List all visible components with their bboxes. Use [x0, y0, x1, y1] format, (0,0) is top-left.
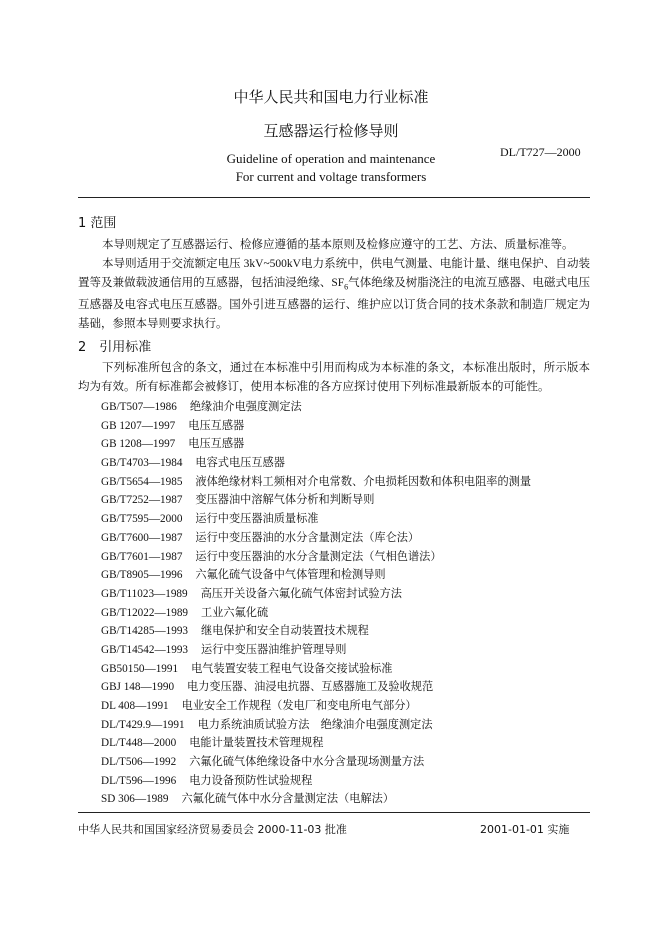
- reference-title: 六氟化硫气设备中气体管理和检测导则: [195, 569, 386, 582]
- reference-code: GB/T4703—1984: [101, 457, 183, 470]
- reference-item: [101, 678, 531, 697]
- reference-title: 运行中变压器油维护管理导则: [201, 643, 347, 656]
- reference-title: 电力变压器、油浸电抗器、互感器施工及验收规范: [187, 681, 434, 694]
- reference-code: GB/T11023—1989: [101, 587, 188, 600]
- reference-item: [101, 510, 531, 529]
- reference-title: 电容式电压互感器: [195, 457, 285, 470]
- reference-item: [101, 604, 531, 623]
- reference-item: [101, 585, 531, 604]
- reference-code: SD 306—1989: [101, 793, 169, 806]
- reference-code: GB/T7595—2000: [101, 513, 183, 526]
- approval-note: 中华人民共和国国家经济贸易委员会 2000-11-03 批准: [78, 823, 347, 836]
- reference-title: 六氟化硫气体中水分含量测定法（电解法）: [181, 793, 395, 806]
- reference-title: 电业安全工作规程（发电厂和变电所电气部分）: [181, 700, 417, 712]
- reference-item: [101, 772, 531, 791]
- reference-code: GB/T8905—1996: [101, 569, 183, 582]
- section1-para1: 本导则规定了互感器运行、检修应遵循的基本原则及检修应遵守的工艺、方法、质量标准等。: [102, 239, 574, 251]
- section1-heading: 1 范围: [78, 216, 117, 231]
- header-divider: [78, 197, 590, 198]
- reference-code: GB50150—1991: [101, 662, 179, 675]
- reference-item: [101, 454, 531, 473]
- reference-item: [101, 641, 531, 660]
- section1-para2: [78, 255, 590, 334]
- reference-title: 电压互感器: [188, 419, 245, 432]
- reference-item: [101, 790, 531, 809]
- reference-item: [101, 491, 531, 510]
- reference-title: 电压互感器: [188, 438, 245, 451]
- reference-item: [101, 660, 531, 679]
- organization-title: 中华人民共和国电力行业标准: [233, 88, 429, 106]
- reference-title: 绝缘油介电强度测定法: [189, 401, 302, 413]
- reference-item: [101, 473, 531, 492]
- reference-code: DL/T429.9—1991: [101, 718, 185, 731]
- reference-title: 电力系统油质试验方法 绝缘油介电强度测定法: [197, 718, 433, 731]
- reference-code: GB/T5654—1985: [101, 475, 183, 488]
- reference-title: 运行中变压器油的水分含量测定法（库仑法）: [195, 531, 420, 544]
- reference-title: 液体绝缘材料工频相对介电常数、介电损耗因数和体积电阻率的测量: [195, 475, 532, 488]
- reference-title: 电能计量装置技术管理规程: [189, 737, 324, 750]
- reference-code: DL/T506—1992: [101, 756, 177, 769]
- reference-title: 运行中变压器油的水分含量测定法（气相色谱法）: [195, 550, 442, 563]
- reference-item: [101, 529, 531, 548]
- reference-title: 电力设备预防性试验规程: [189, 774, 313, 787]
- reference-code: DL/T596—1996: [101, 774, 177, 787]
- section1-body: [78, 236, 590, 334]
- reference-code: DL/T448—2000: [101, 737, 177, 750]
- reference-code: GB 1207—1997: [101, 419, 176, 432]
- reference-code: GB/T7252—1987: [101, 494, 183, 507]
- document-title-en-line1: Guideline of operation and maintenance: [226, 151, 436, 166]
- reference-item: [101, 622, 531, 641]
- footer-divider: [78, 812, 590, 813]
- reference-title: 变压器油中溶解气体分析和判断导则: [195, 494, 375, 507]
- reference-title: 运行中变压器油质量标准: [195, 513, 319, 526]
- section1-para2-part2: 气体绝缘及树脂浇注的电流互感器、电磁式电压互感器及电容式电压互感器。国外引进互感器的运行、维护应以订货合同的技术条款和制造厂规定为基础，参照本导则要求执行。: [78, 277, 590, 331]
- reference-code: GB/T14542—1993: [101, 643, 189, 656]
- reference-code: DL 408—1991: [101, 700, 169, 712]
- reference-code: GB/T507—1986: [101, 401, 177, 413]
- standard-number: DL/T727—2000: [500, 145, 581, 159]
- reference-code: GB/T12022—1989: [101, 606, 189, 619]
- reference-item: [101, 734, 531, 753]
- reference-code: GB/T7601—1987: [101, 550, 183, 563]
- reference-code: GB 1208—1997: [101, 438, 176, 451]
- section2-heading: 2 引用标准: [78, 340, 152, 355]
- reference-title: 工业六氟化硫: [201, 606, 269, 619]
- reference-item: [101, 417, 531, 436]
- section1-para2-part1: 本导则适用于交流额定电压 3kV~500kV电力系统中，供电气测量、电能计量、继电保护、自动装置等及兼做载波通信用的互感器，包括油浸绝缘、SF: [78, 258, 590, 289]
- reference-item: [101, 697, 531, 716]
- sf6-subscript: 6: [344, 282, 349, 292]
- reference-title: 高压开关设备六氟化硫气体密封试验方法: [200, 587, 402, 600]
- reference-code: GB/T14285—1993: [101, 625, 189, 638]
- reference-item: [101, 753, 531, 772]
- reference-code: GB/T7600—1987: [101, 531, 183, 544]
- reference-item: [101, 548, 531, 567]
- implementation-date: 2001-01-01 实施: [480, 823, 570, 836]
- reference-item: [101, 716, 531, 735]
- section2-intro-block: [78, 359, 590, 397]
- section2-intro: 下列标准所包含的条文，通过在本标准中引用而构成为本标准的条文，本标准出版时，所示版本均为有效。所有标准都会被修订，使用本标准的各方应探讨使用下列标准最新版本的可能性。: [78, 362, 590, 393]
- reference-list: [101, 398, 531, 809]
- reference-code: GBJ 148—1990: [101, 681, 175, 694]
- reference-item: [101, 566, 531, 585]
- document-title-en-line2: For current and voltage transformers: [235, 169, 427, 184]
- reference-item: [101, 435, 531, 454]
- reference-title: 六氟化硫气体绝缘设备中水分含量现场测量方法: [189, 756, 425, 769]
- reference-item: [101, 398, 531, 417]
- document-title-cn: 互感器运行检修导则: [263, 122, 399, 140]
- reference-title: 继电保护和安全自动装置技术规程: [201, 625, 369, 638]
- reference-title: 电气装置安装工程电气设备交接试验标准: [191, 662, 393, 675]
